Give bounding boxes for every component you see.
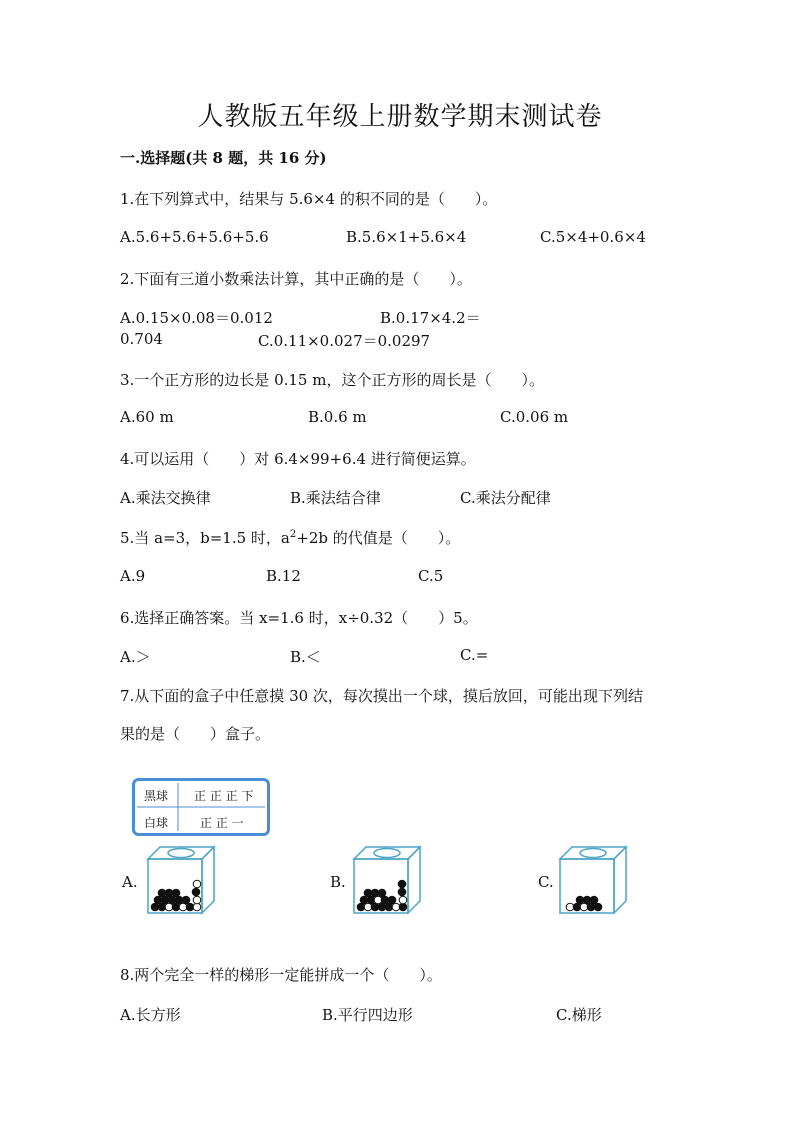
question-6-option-b: B.＜ [290,648,321,666]
tally-table [132,778,270,836]
tally-row1-marks: 正 正 正 下 [194,789,254,803]
question-2-stem: 2.下面有三道小数乘法计算，其中正确的是（ ）。 [120,270,472,288]
box-c-image [556,845,630,919]
question-4-option-c: C.乘法分配律 [460,489,551,507]
question-2-option-b: B.0.17×4.2＝ [380,309,481,327]
tally-row1-label: 黑球 [144,789,169,803]
box-a-image [144,845,218,919]
section-heading: 一.选择题(共 8 题，共 16 分) [120,149,327,167]
question-6-option-c: C.= [460,646,489,664]
question-3-stem: 3.一个正方形的边长是 0.15 m，这个正方形的周长是（ ）。 [120,371,544,389]
question-1-option-c: C.5×4+0.6×4 [540,228,646,246]
box-a-label: A. [122,873,138,891]
question-4-option-b: B.乘法结合律 [290,489,381,507]
question-6-stem: 6.选择正确答案。当 x=1.6 时，x÷0.32（ ）5。 [120,609,478,627]
box-c-label: C. [538,873,554,891]
question-1-option-b: B.5.6×1+5.6×4 [346,228,467,246]
question-5-stem-pre: 5.当 a=3，b=1.5 时，a [120,529,290,547]
question-8-stem: 8.两个完全一样的梯形一定能拼成一个（ ）。 [120,966,442,984]
page-title: 人教版五年级上册数学期末测试卷 [197,102,603,132]
question-3-option-a: A.60 m [120,408,174,426]
question-8-option-b: B.平行四边形 [322,1006,413,1024]
question-7-stem: 7.从下面的盒子中任意摸 30 次，每次摸出一个球，摸后放回，可能出现下列结 [120,687,643,705]
box-b-image [350,845,424,919]
question-5-exponent: 2 [289,529,297,540]
question-3-option-c: C.0.06 m [500,408,569,426]
question-8-option-a: A.长方形 [120,1006,181,1024]
question-1-option-a: A.5.6+5.6+5.6+5.6 [120,228,269,246]
question-8-option-c: C.梯形 [556,1006,602,1024]
question-2-option-b-cont: 0.704 [120,330,163,348]
question-3-option-b: B.0.6 m [308,408,367,426]
question-5-option-b: B.12 [266,567,301,585]
box-b-label: B. [330,873,346,891]
question-5-stem-post: +2b 的代值是（ ）。 [296,529,461,547]
question-1-stem: 1.在下列算式中，结果与 5.6×4 的积不同的是（ ）。 [120,190,498,208]
question-4-option-a: A.乘法交换律 [120,489,211,507]
tally-row2-label: 白球 [144,816,169,830]
tally-row2-marks: 正 正 一 [200,816,244,830]
question-7-stem-cont: 果的是（ ）盒子。 [120,725,271,743]
question-5-option-c: C.5 [418,567,444,585]
question-5-option-a: A.9 [120,567,146,585]
question-6-option-a: A.＞ [120,648,151,666]
question-5-stem [120,527,460,548]
question-4-stem: 4.可以运用（ ）对 6.4×99+6.4 进行简便运算。 [120,450,476,468]
question-2-option-a: A.0.15×0.08＝0.012 [120,309,273,327]
question-2-option-c: C.0.11×0.027＝0.0297 [258,332,431,350]
